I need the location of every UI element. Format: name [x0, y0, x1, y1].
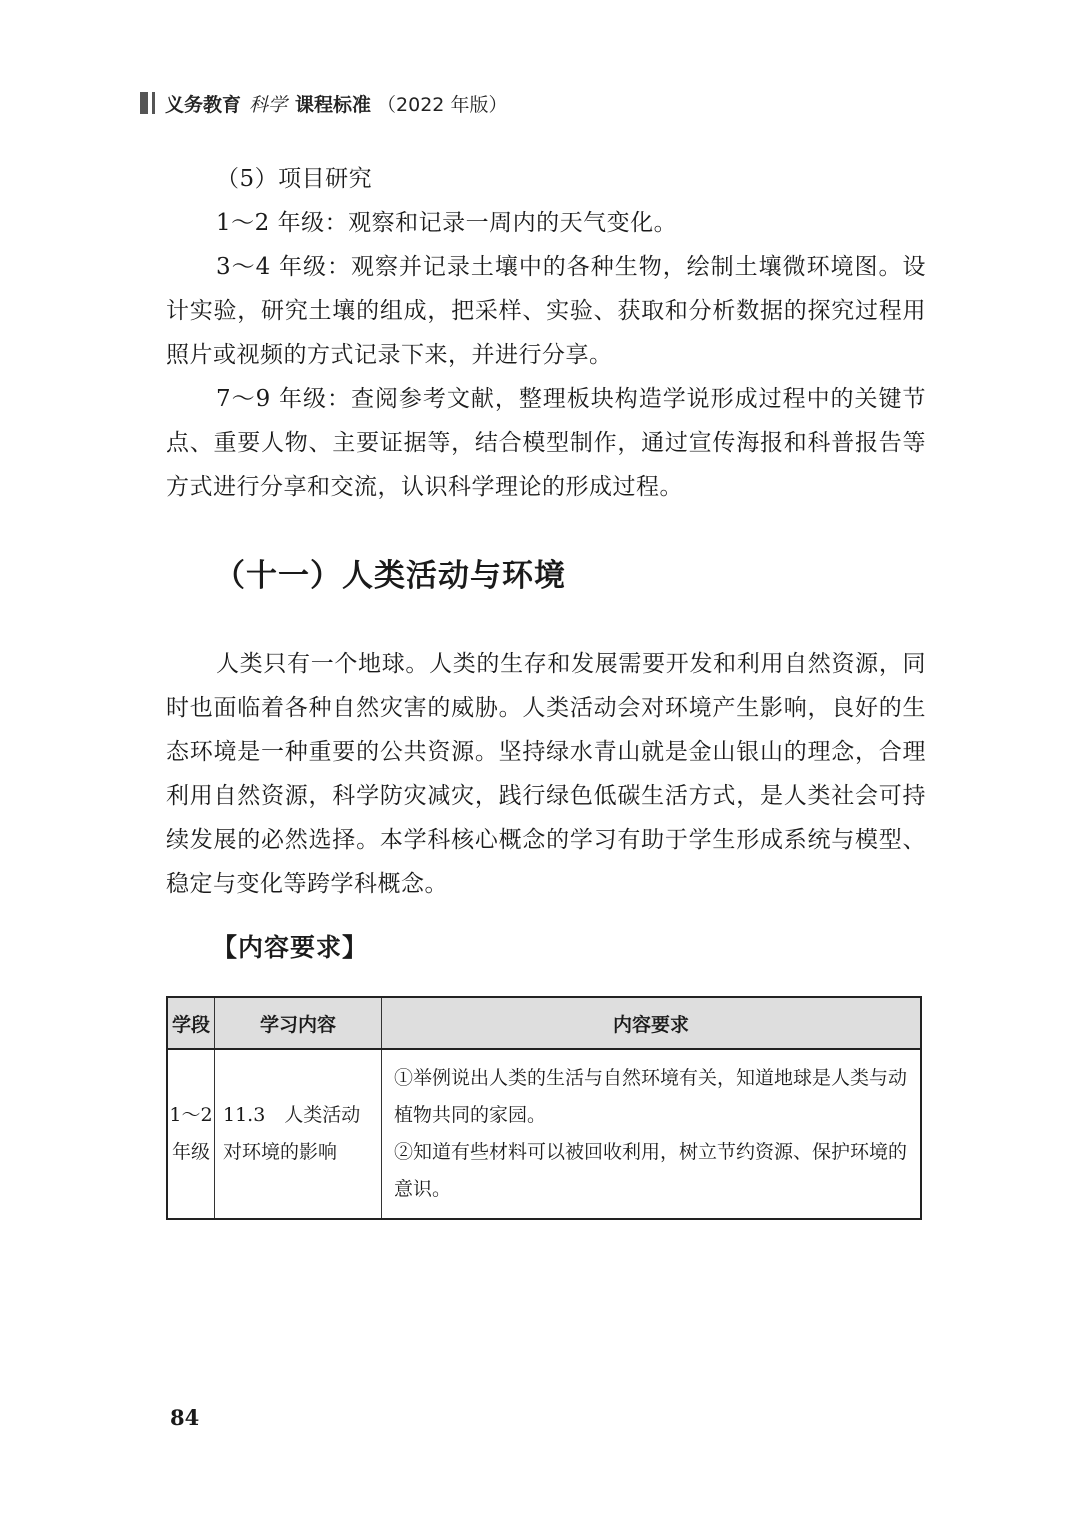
section-heading: （十一）人类活动与环境	[214, 558, 566, 594]
stage-line-2: 年级	[171, 1141, 210, 1163]
section-intro-block	[166, 642, 926, 906]
section-intro-paragraph: 人类只有一个地球。人类的生存和发展需要开发和利用自然资源，同时也面临着各种自然灾害的威胁。人类活动会对环境产生影响，良好的生态环境是一种重要的公共资源。坚持绿水青山就是金山银山的理念，合理利用自然资源，科学防灾减灾，践行绿色低碳生活方式，是人类社会可持续发展的必然选择。本学科核心概念的学习有助于学生形成系统与模型、稳定与变化等跨学科概念。	[166, 651, 926, 897]
header-stage: 学段	[167, 997, 215, 1049]
header-learning-content: 学习内容	[215, 997, 382, 1049]
running-head-title: 课程标准	[295, 93, 372, 116]
requirement-item-1: ①举例说出人类的生活与自然环境有关，知道地球是人类与动植物共同的家园。	[394, 1067, 908, 1126]
project-paragraph-grade-1-2: 1～2 年级：观察和记录一周内的天气变化。	[216, 210, 678, 236]
project-paragraph-grade-7-9: 7～9 年级：查阅参考文献，整理板块构造学说形成过程中的关键节点、重要人物、主要证据等，结合模型制作，通过宣传海报和科普报告等方式进行分享和交流，认识科学理论的形成过程。	[166, 386, 926, 500]
header-content-requirements: 内容要求	[382, 997, 922, 1049]
stage-line-1: 1～2	[169, 1104, 213, 1126]
requirements-table	[166, 996, 922, 1220]
running-head-series: 义务教育	[165, 93, 242, 116]
requirements-heading: 【内容要求】	[212, 933, 369, 962]
cell-learning-content: 11.3 人类活动对环境的影响	[215, 1049, 382, 1219]
page-number: 84	[170, 1405, 200, 1430]
running-head-edition: （2022 年版）	[377, 93, 508, 116]
cell-content-requirements	[382, 1049, 922, 1219]
project-research-block	[166, 157, 926, 509]
requirement-item-2: ②知道有些材料可以被回收利用，树立节约资源、保护环境的意识。	[394, 1141, 908, 1200]
header-bars-decoration	[140, 92, 155, 114]
cell-stage	[167, 1049, 215, 1219]
project-heading: （5）项目研究	[216, 166, 373, 192]
running-head	[140, 88, 507, 118]
table-row	[167, 1049, 921, 1219]
project-paragraph-grade-3-4: 3～4 年级：观察并记录土壤中的各种生物，绘制土壤微环境图。设计实验，研究土壤的组成，把采样、实验、获取和分析数据的探究过程用照片或视频的方式记录下来，并进行分享。	[166, 254, 926, 368]
table-header-row	[167, 997, 921, 1049]
running-head-subject: 科学	[249, 93, 288, 116]
